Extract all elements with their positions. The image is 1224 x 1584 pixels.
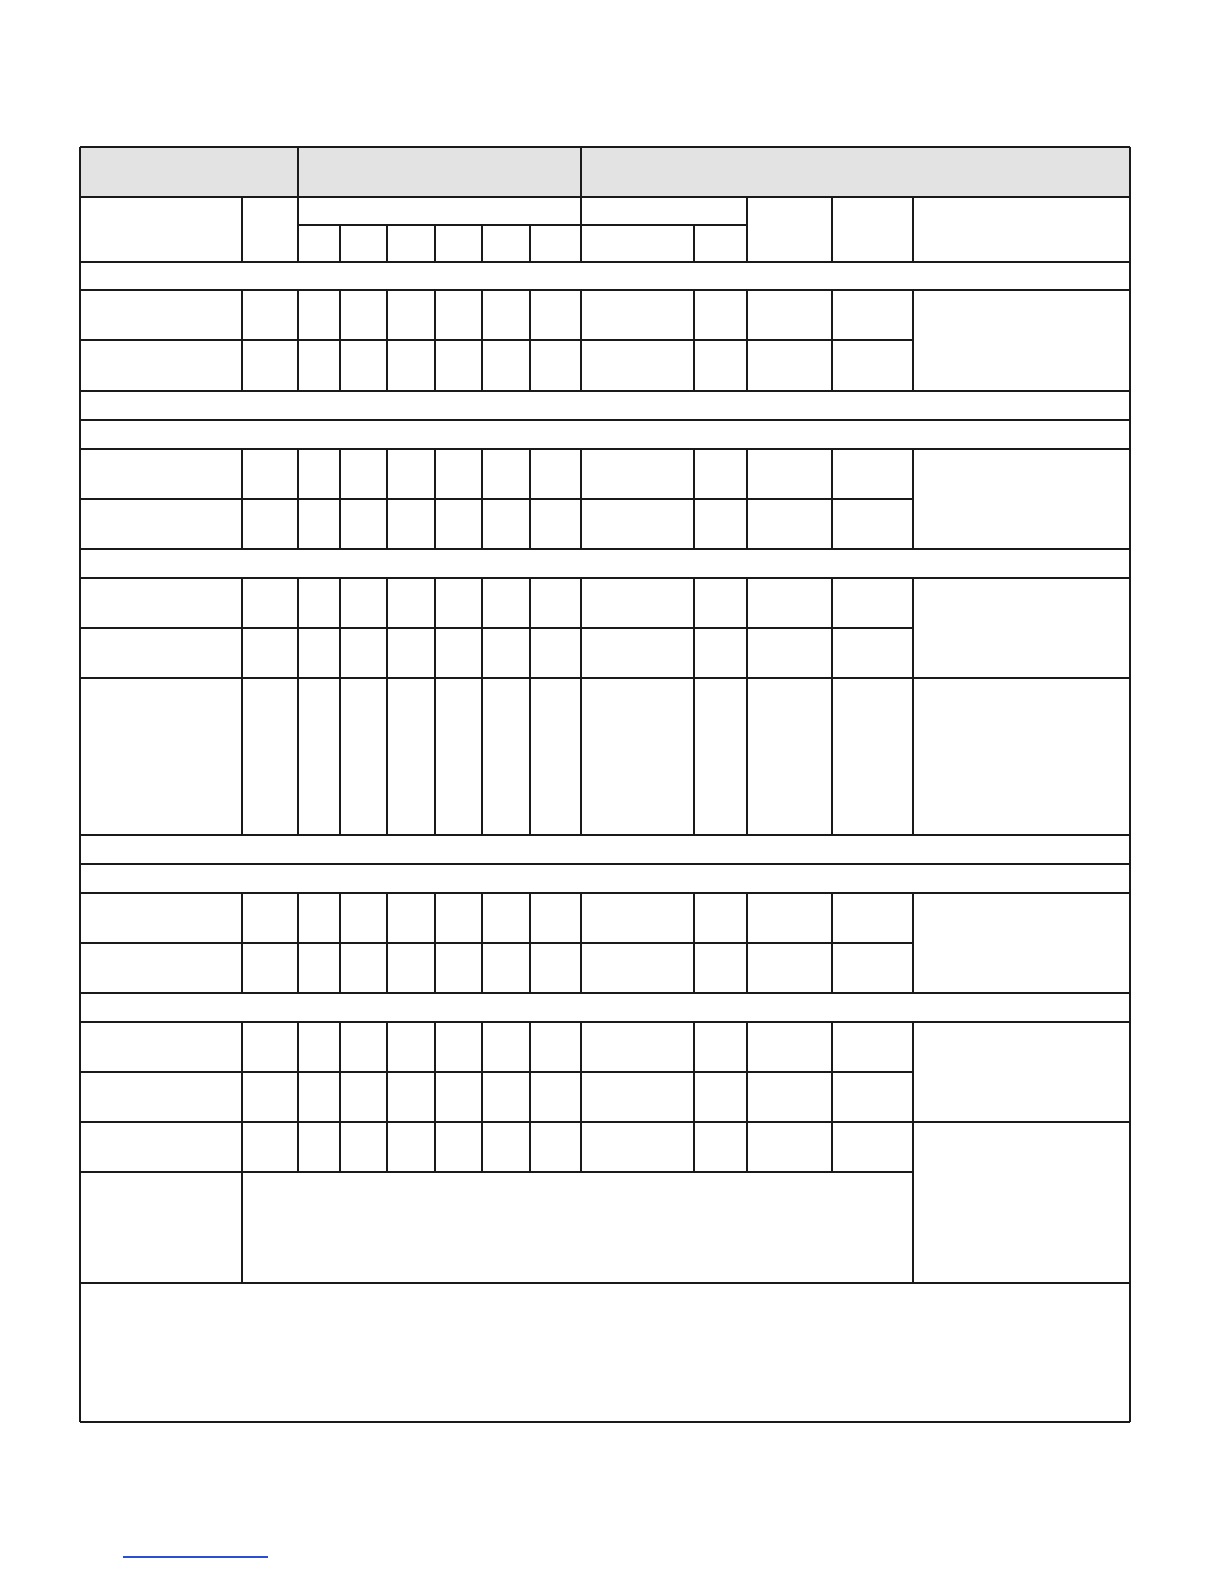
footer-link[interactable]: [123, 1556, 268, 1558]
header-band: [80, 147, 1130, 197]
